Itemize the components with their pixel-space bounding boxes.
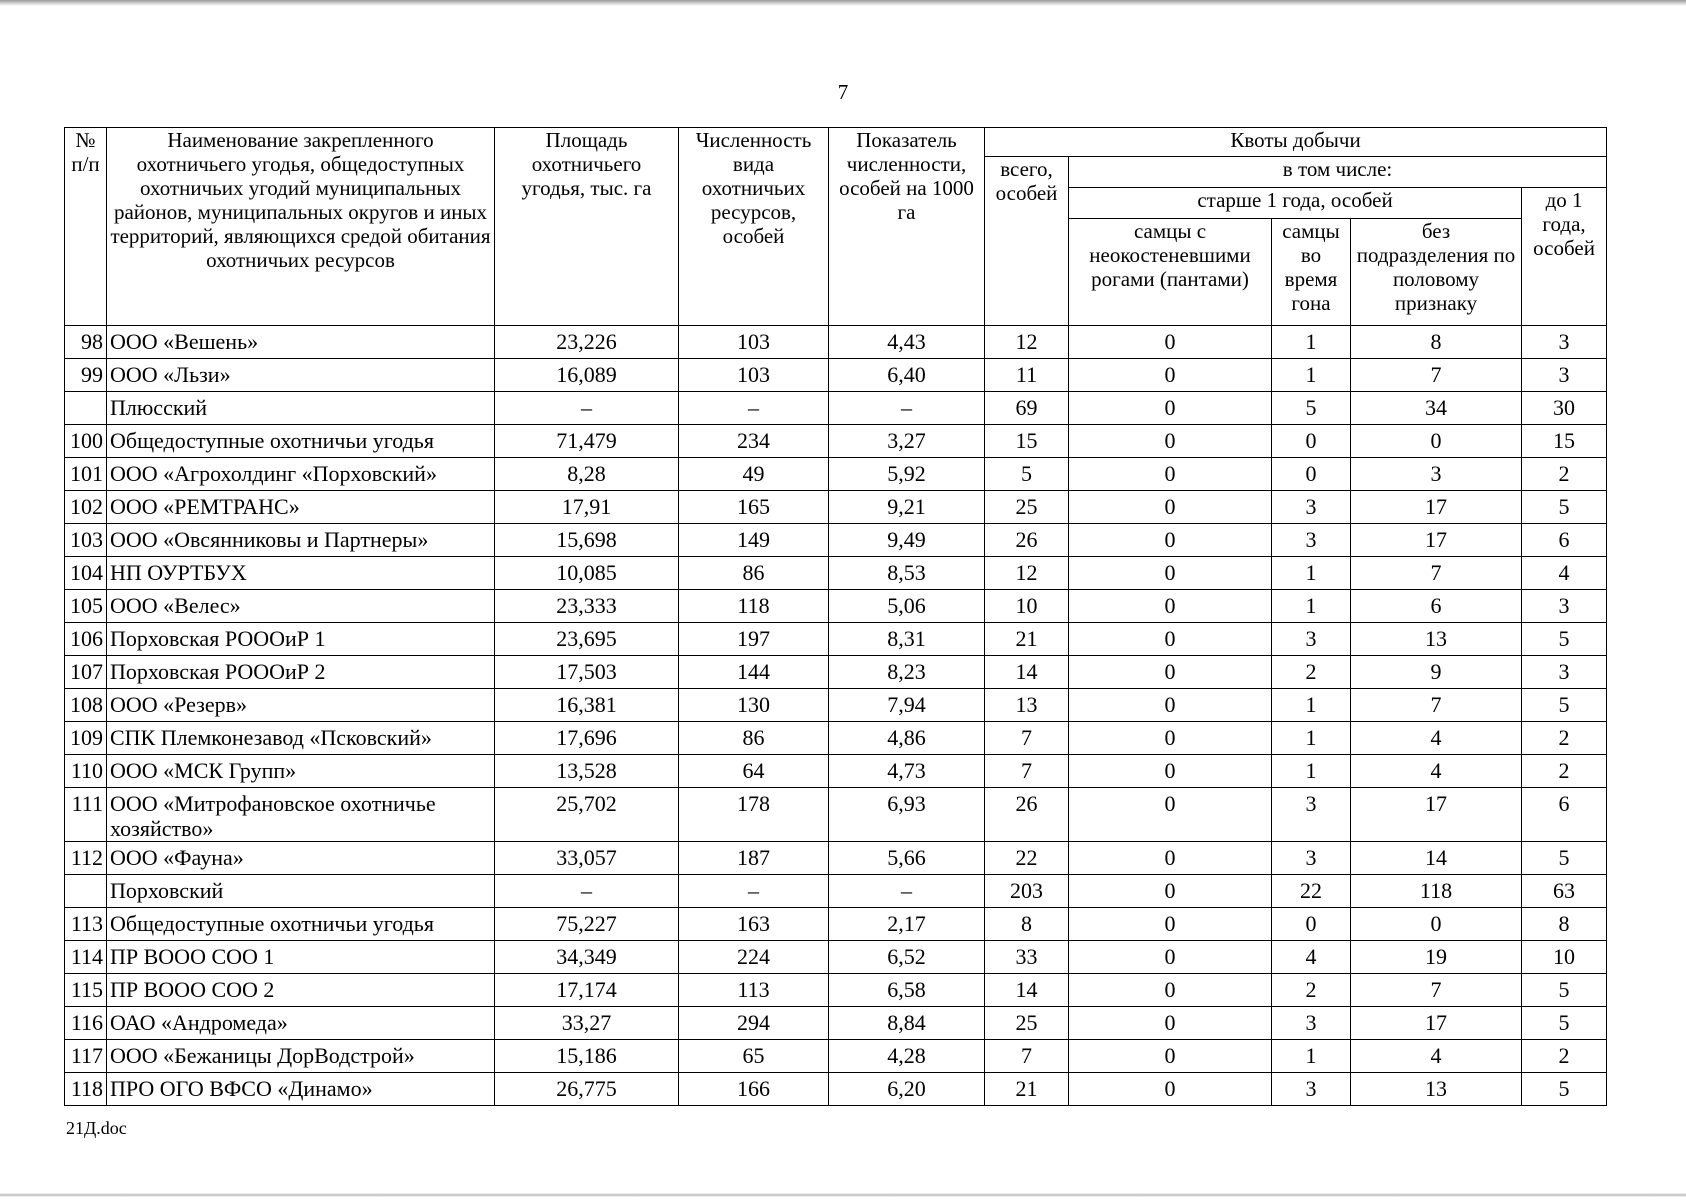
cell-num: 99: [65, 359, 107, 392]
cell-under1: 5: [1522, 491, 1607, 524]
cell-count: 163: [679, 908, 829, 941]
header-area: Площадь охотничьего угодья, тыс. га: [495, 128, 679, 326]
cell-antlers: 0: [1069, 722, 1272, 755]
cell-name: ООО «Бежаницы ДорВодстрой»: [107, 1040, 495, 1073]
cell-name: Общедоступные охотничьи угодья: [107, 425, 495, 458]
cell-antlers: 0: [1069, 326, 1272, 359]
table-row: [65, 875, 1607, 908]
cell-nosex: 19: [1351, 941, 1522, 974]
cell-antlers: 0: [1069, 458, 1272, 491]
cell-rut: 0: [1272, 458, 1351, 491]
cell-area: 33,057: [495, 842, 679, 875]
cell-total: 26: [985, 524, 1069, 557]
cell-area: 23,226: [495, 326, 679, 359]
cell-count: 224: [679, 941, 829, 974]
cell-total: 12: [985, 326, 1069, 359]
cell-density: 6,40: [829, 359, 985, 392]
cell-area: 17,91: [495, 491, 679, 524]
cell-name: ООО «Вешень»: [107, 326, 495, 359]
cell-under1: 10: [1522, 941, 1607, 974]
cell-total: 13: [985, 689, 1069, 722]
cell-num: [65, 875, 107, 908]
cell-name: ООО «Митрофановское охотничье хозяйство»: [107, 788, 495, 842]
cell-total: 26: [985, 788, 1069, 842]
cell-name: ООО «Льзи»: [107, 359, 495, 392]
cell-rut: 1: [1272, 1040, 1351, 1073]
table-row: [65, 1007, 1607, 1040]
page-number: 7: [837, 80, 849, 104]
cell-nosex: 13: [1351, 623, 1522, 656]
cell-name: ОАО «Андромеда»: [107, 1007, 495, 1040]
cell-under1: 63: [1522, 875, 1607, 908]
cell-name: ООО «Овсянниковы и Партнеры»: [107, 524, 495, 557]
scan-edge-bottom: [0, 1193, 1686, 1197]
cell-density: 4,86: [829, 722, 985, 755]
header-quota: Квоты добычи: [985, 128, 1607, 157]
cell-density: 4,73: [829, 755, 985, 788]
cell-count: 113: [679, 974, 829, 1007]
cell-density: 4,43: [829, 326, 985, 359]
cell-total: 69: [985, 392, 1069, 425]
header-total: всего, особей: [985, 157, 1069, 326]
cell-num: 115: [65, 974, 107, 1007]
cell-under1: 2: [1522, 458, 1607, 491]
cell-rut: 1: [1272, 722, 1351, 755]
cell-num: 112: [65, 842, 107, 875]
cell-density: 6,93: [829, 788, 985, 842]
table-row: [65, 656, 1607, 689]
cell-antlers: 0: [1069, 656, 1272, 689]
cell-under1: 5: [1522, 1007, 1607, 1040]
cell-total: 12: [985, 557, 1069, 590]
table-row: [65, 458, 1607, 491]
cell-antlers: 0: [1069, 875, 1272, 908]
table-row: [65, 908, 1607, 941]
cell-under1: 5: [1522, 842, 1607, 875]
cell-antlers: 0: [1069, 392, 1272, 425]
cell-count: 103: [679, 359, 829, 392]
cell-density: 8,23: [829, 656, 985, 689]
cell-name: ПРО ОГО ВФСО «Динамо»: [107, 1073, 495, 1106]
header-older: старше 1 года, особей: [1069, 188, 1522, 219]
cell-nosex: 4: [1351, 722, 1522, 755]
cell-antlers: 0: [1069, 1073, 1272, 1106]
cell-nosex: 0: [1351, 425, 1522, 458]
cell-nosex: 0: [1351, 908, 1522, 941]
cell-nosex: 8: [1351, 326, 1522, 359]
cell-rut: 3: [1272, 491, 1351, 524]
cell-count: 294: [679, 1007, 829, 1040]
cell-total: 7: [985, 1040, 1069, 1073]
cell-rut: 3: [1272, 1007, 1351, 1040]
cell-under1: 5: [1522, 1073, 1607, 1106]
cell-count: 197: [679, 623, 829, 656]
cell-antlers: 0: [1069, 908, 1272, 941]
cell-area: 15,698: [495, 524, 679, 557]
cell-total: 203: [985, 875, 1069, 908]
cell-area: 75,227: [495, 908, 679, 941]
cell-total: 14: [985, 656, 1069, 689]
scan-edge-top: [0, 0, 1686, 6]
cell-count: 103: [679, 326, 829, 359]
cell-count: 149: [679, 524, 829, 557]
cell-area: 23,333: [495, 590, 679, 623]
cell-rut: 1: [1272, 755, 1351, 788]
cell-name: ООО «Резерв»: [107, 689, 495, 722]
cell-total: 11: [985, 359, 1069, 392]
cell-nosex: 17: [1351, 788, 1522, 842]
cell-area: 13,528: [495, 755, 679, 788]
cell-nosex: 4: [1351, 755, 1522, 788]
cell-num: 109: [65, 722, 107, 755]
table-row: [65, 689, 1607, 722]
cell-area: 16,381: [495, 689, 679, 722]
cell-name: ООО «Агрохолдинг «Порховский»: [107, 458, 495, 491]
cell-density: 8,31: [829, 623, 985, 656]
header-num: № п/п: [65, 128, 107, 326]
cell-total: 7: [985, 722, 1069, 755]
cell-density: 2,17: [829, 908, 985, 941]
cell-area: 26,775: [495, 1073, 679, 1106]
table-body: [65, 326, 1607, 1106]
cell-nosex: 17: [1351, 1007, 1522, 1040]
cell-total: 10: [985, 590, 1069, 623]
cell-count: 178: [679, 788, 829, 842]
cell-antlers: 0: [1069, 425, 1272, 458]
cell-density: 9,21: [829, 491, 985, 524]
cell-density: 8,84: [829, 1007, 985, 1040]
cell-under1: 30: [1522, 392, 1607, 425]
cell-density: 6,20: [829, 1073, 985, 1106]
cell-antlers: 0: [1069, 842, 1272, 875]
cell-count: 165: [679, 491, 829, 524]
cell-num: 107: [65, 656, 107, 689]
cell-nosex: 118: [1351, 875, 1522, 908]
cell-nosex: 9: [1351, 656, 1522, 689]
cell-density: 5,66: [829, 842, 985, 875]
table-row: [65, 1073, 1607, 1106]
table-row: [65, 941, 1607, 974]
cell-nosex: 7: [1351, 557, 1522, 590]
cell-density: 7,94: [829, 689, 985, 722]
cell-count: 118: [679, 590, 829, 623]
cell-density: 6,52: [829, 941, 985, 974]
document-filename: 21Д.doc: [66, 1118, 127, 1138]
table-row: [65, 392, 1607, 425]
cell-under1: 2: [1522, 722, 1607, 755]
cell-count: 234: [679, 425, 829, 458]
header-under1: до 1 года, особей: [1522, 188, 1607, 326]
table-header: [65, 128, 1607, 326]
cell-name: Порховская РОООиР 1: [107, 623, 495, 656]
cell-rut: 3: [1272, 1073, 1351, 1106]
cell-num: 106: [65, 623, 107, 656]
cell-nosex: 13: [1351, 1073, 1522, 1106]
cell-count: 144: [679, 656, 829, 689]
cell-rut: 3: [1272, 623, 1351, 656]
table-row: [65, 623, 1607, 656]
cell-rut: 2: [1272, 656, 1351, 689]
header-including: в том числе:: [1069, 157, 1607, 188]
cell-name: Общедоступные охотничьи угодья: [107, 908, 495, 941]
cell-nosex: 17: [1351, 524, 1522, 557]
cell-nosex: 3: [1351, 458, 1522, 491]
cell-area: 10,085: [495, 557, 679, 590]
cell-count: 130: [679, 689, 829, 722]
cell-name: СПК Племконезавод «Псковский»: [107, 722, 495, 755]
cell-total: 21: [985, 1073, 1069, 1106]
cell-antlers: 0: [1069, 1040, 1272, 1073]
cell-name: НП ОУРТБУХ: [107, 557, 495, 590]
cell-area: 34,349: [495, 941, 679, 974]
cell-nosex: 14: [1351, 842, 1522, 875]
cell-num: 116: [65, 1007, 107, 1040]
cell-density: 8,53: [829, 557, 985, 590]
cell-name: Порховская РОООиР 2: [107, 656, 495, 689]
header-antlers: самцы с неокостеневшими рогами (пантами): [1069, 219, 1272, 326]
cell-antlers: 0: [1069, 974, 1272, 1007]
cell-nosex: 17: [1351, 491, 1522, 524]
cell-density: 6,58: [829, 974, 985, 1007]
cell-antlers: 0: [1069, 755, 1272, 788]
cell-under1: 2: [1522, 755, 1607, 788]
cell-nosex: 4: [1351, 1040, 1522, 1073]
cell-area: 25,702: [495, 788, 679, 842]
cell-area: 8,28: [495, 458, 679, 491]
cell-under1: 5: [1522, 623, 1607, 656]
cell-nosex: 7: [1351, 689, 1522, 722]
cell-num: 118: [65, 1073, 107, 1106]
cell-density: 3,27: [829, 425, 985, 458]
cell-total: 21: [985, 623, 1069, 656]
cell-total: 15: [985, 425, 1069, 458]
cell-total: 14: [985, 974, 1069, 1007]
cell-num: 104: [65, 557, 107, 590]
cell-num: 113: [65, 908, 107, 941]
cell-antlers: 0: [1069, 359, 1272, 392]
cell-name: ПР ВООО СОО 1: [107, 941, 495, 974]
cell-name: ООО «Велес»: [107, 590, 495, 623]
cell-count: 49: [679, 458, 829, 491]
cell-nosex: 34: [1351, 392, 1522, 425]
cell-antlers: 0: [1069, 1007, 1272, 1040]
cell-antlers: 0: [1069, 623, 1272, 656]
cell-area: 17,503: [495, 656, 679, 689]
cell-under1: 15: [1522, 425, 1607, 458]
cell-rut: 3: [1272, 524, 1351, 557]
header-density: Показатель численности, особей на 1000 га: [829, 128, 985, 326]
cell-rut: 5: [1272, 392, 1351, 425]
cell-total: 33: [985, 941, 1069, 974]
cell-under1: 5: [1522, 689, 1607, 722]
cell-total: 7: [985, 755, 1069, 788]
cell-under1: 4: [1522, 557, 1607, 590]
cell-under1: 3: [1522, 590, 1607, 623]
cell-count: 64: [679, 755, 829, 788]
cell-rut: 22: [1272, 875, 1351, 908]
header-nosex: без подразделения по половому признаку: [1351, 219, 1522, 326]
cell-num: 103: [65, 524, 107, 557]
cell-rut: 0: [1272, 425, 1351, 458]
cell-area: 23,695: [495, 623, 679, 656]
cell-total: 25: [985, 1007, 1069, 1040]
cell-area: 71,479: [495, 425, 679, 458]
cell-area: 17,174: [495, 974, 679, 1007]
cell-density: 4,28: [829, 1040, 985, 1073]
cell-num: 102: [65, 491, 107, 524]
cell-num: 111: [65, 788, 107, 842]
cell-nosex: 6: [1351, 590, 1522, 623]
cell-num: 114: [65, 941, 107, 974]
cell-rut: 3: [1272, 788, 1351, 842]
cell-nosex: 7: [1351, 359, 1522, 392]
header-rut: самцы во время гона: [1272, 219, 1351, 326]
cell-density: 5,92: [829, 458, 985, 491]
cell-count: 86: [679, 557, 829, 590]
cell-num: 108: [65, 689, 107, 722]
cell-antlers: 0: [1069, 524, 1272, 557]
cell-rut: 0: [1272, 908, 1351, 941]
cell-under1: 3: [1522, 326, 1607, 359]
cell-antlers: 0: [1069, 941, 1272, 974]
cell-under1: 6: [1522, 788, 1607, 842]
cell-num: 117: [65, 1040, 107, 1073]
cell-under1: 3: [1522, 656, 1607, 689]
cell-num: 98: [65, 326, 107, 359]
cell-under1: 8: [1522, 908, 1607, 941]
cell-density: –: [829, 875, 985, 908]
cell-num: 100: [65, 425, 107, 458]
table-row: [65, 755, 1607, 788]
table-row: [65, 359, 1607, 392]
cell-antlers: 0: [1069, 590, 1272, 623]
cell-num: 105: [65, 590, 107, 623]
cell-area: 16,089: [495, 359, 679, 392]
cell-area: 17,696: [495, 722, 679, 755]
cell-antlers: 0: [1069, 491, 1272, 524]
cell-rut: 1: [1272, 326, 1351, 359]
cell-name: ПР ВООО СОО 2: [107, 974, 495, 1007]
cell-area: –: [495, 875, 679, 908]
cell-area: –: [495, 392, 679, 425]
cell-name: ООО «Фауна»: [107, 842, 495, 875]
cell-density: 9,49: [829, 524, 985, 557]
cell-rut: 1: [1272, 557, 1351, 590]
table-row: [65, 491, 1607, 524]
cell-density: 5,06: [829, 590, 985, 623]
cell-total: 8: [985, 908, 1069, 941]
table-row: [65, 1040, 1607, 1073]
cell-count: 86: [679, 722, 829, 755]
cell-count: 65: [679, 1040, 829, 1073]
cell-under1: 3: [1522, 359, 1607, 392]
table-row: [65, 326, 1607, 359]
header-name: Наименование закрепленного охотничьего угодья, общедоступных охотничьих угодий муниципальных районов, муниципальных округов и иных территорий, являющихся средой обитания охотничьих ресурсов: [107, 128, 495, 326]
cell-rut: 3: [1272, 842, 1351, 875]
cell-num: 101: [65, 458, 107, 491]
cell-count: 166: [679, 1073, 829, 1106]
cell-area: 33,27: [495, 1007, 679, 1040]
cell-area: 15,186: [495, 1040, 679, 1073]
table-row: [65, 722, 1607, 755]
cell-rut: 1: [1272, 590, 1351, 623]
table-row: [65, 590, 1607, 623]
cell-name: ООО «РЕМТРАНС»: [107, 491, 495, 524]
table-row: [65, 842, 1607, 875]
cell-rut: 4: [1272, 941, 1351, 974]
table-row: [65, 425, 1607, 458]
header-count: Численность вида охотничьих ресурсов, особей: [679, 128, 829, 326]
cell-count: 187: [679, 842, 829, 875]
table-row: [65, 974, 1607, 1007]
cell-under1: 6: [1522, 524, 1607, 557]
table-row: [65, 788, 1607, 842]
table-row: [65, 524, 1607, 557]
cell-antlers: 0: [1069, 689, 1272, 722]
table-row: [65, 557, 1607, 590]
cell-name: Плюсский: [107, 392, 495, 425]
cell-name: Порховский: [107, 875, 495, 908]
cell-rut: 2: [1272, 974, 1351, 1007]
cell-under1: 5: [1522, 974, 1607, 1007]
cell-total: 5: [985, 458, 1069, 491]
cell-rut: 1: [1272, 689, 1351, 722]
cell-count: –: [679, 392, 829, 425]
cell-nosex: 7: [1351, 974, 1522, 1007]
cell-count: –: [679, 875, 829, 908]
cell-num: 110: [65, 755, 107, 788]
cell-rut: 1: [1272, 359, 1351, 392]
cell-antlers: 0: [1069, 788, 1272, 842]
cell-name: ООО «МСК Групп»: [107, 755, 495, 788]
hunting-quota-table: [64, 127, 1607, 1106]
cell-density: –: [829, 392, 985, 425]
cell-total: 22: [985, 842, 1069, 875]
cell-num: [65, 392, 107, 425]
cell-antlers: 0: [1069, 557, 1272, 590]
cell-under1: 2: [1522, 1040, 1607, 1073]
cell-total: 25: [985, 491, 1069, 524]
